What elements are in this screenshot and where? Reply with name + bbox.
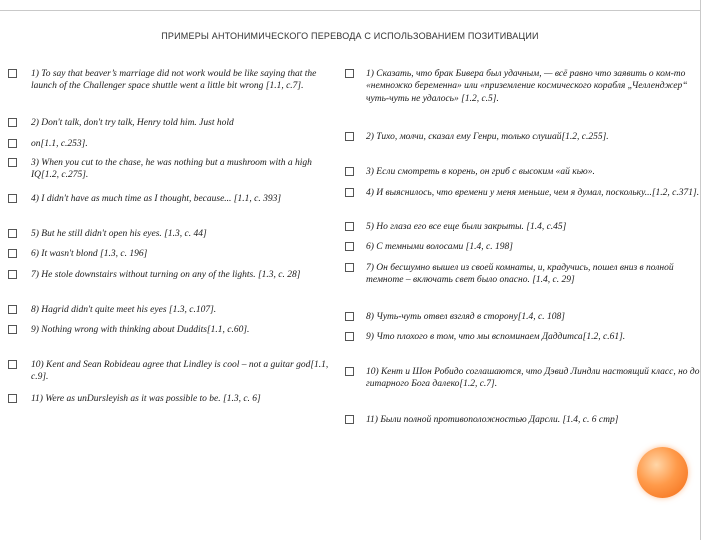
square-bullet-icon [8,194,17,203]
translation-text: 10) Кент и Шон Робидо соглашаются, что Дэвид Линдли настоящий класс, но до гитарного Бога далеко[1.2, с.7]. [366,367,700,390]
square-bullet-icon [8,305,17,314]
example-text: 5) But he still didn't open his eyes. [1.3, c. 44] [31,229,207,239]
square-bullet-icon [8,360,17,369]
orange-circle-decoration [637,447,688,498]
square-bullet-icon [8,158,17,167]
example-text: 1) To say that beaver’s marriage did not work would be like saying that the launch of the Challenger space shuttle went a little bit wrong [1.1, c.7]. [31,69,317,92]
square-bullet-icon [345,188,354,197]
square-bullet-icon [345,312,354,321]
square-bullet-icon [345,242,354,251]
square-bullet-icon [8,270,17,279]
square-bullet-icon [8,139,17,148]
example-text: 10) Kent and Sean Robideau agree that Lindley is cool – not a guitar god[1.1, c.9]. [31,360,329,383]
square-bullet-icon [8,118,17,127]
slide-title: ПРИМЕРЫ АНТОНИМИЧЕСКОГО ПЕРЕВОДА С ИСПОЛЬЗОВАНИЕМ ПОЗИТИВАЦИИ [161,31,539,41]
top-divider [0,10,700,11]
square-bullet-icon [345,222,354,231]
example-text: 8) Hagrid didn't quite meet his eyes [1.3, c.107]. [31,305,217,315]
example-text: 3) When you cut to the chase, he was nothing but a mushroom with a high IQ[1.2, c.275]. [31,158,312,181]
translation-text: 8) Чуть-чуть отвел взгляд в сторону[1.4, с. 108] [366,312,565,322]
translation-text: 4) И выяснилось, что времени у меня меньше, чем я думал, поскольку...[1.2, с.371]. [366,188,700,198]
square-bullet-icon [8,229,17,238]
example-text: 2) Don't talk, don't try talk, Henry told him. Just hold [31,118,234,128]
translation-text: 3) Если смотреть в корень, он гриб с высоким «ай кью». [366,167,595,177]
translation-text: 9) Что плохого в том, что мы вспоминаем Даддитса[1.2, с.61]. [366,332,626,342]
square-bullet-icon [8,249,17,258]
example-text: on[1.1, c.253]. [31,139,88,149]
square-bullet-icon [345,69,354,78]
translation-text: 2) Тихо, молчи, сказал ему Генри, только слушай[1.2, с.255]. [366,132,609,142]
example-text: 4) I didn't have as much time as I thought, because... [1.1, c. 393] [31,194,282,204]
square-bullet-icon [345,367,354,376]
square-bullet-icon [345,263,354,272]
translation-text: 6) С темными волосами [1.4, с. 198] [366,242,513,252]
example-text: 6) It wasn't blond [1.3, c. 196] [31,249,148,259]
square-bullet-icon [8,394,17,403]
square-bullet-icon [345,332,354,341]
translation-text: 5) Но глаза его все еще были закрыты. [1.4, с.45] [366,222,567,232]
translation-text: 7) Он бесшумно вышел из своей комнаты, и, крадучись, пошел вниз в полной темноте – включать свет было опасно. [1.4, с. 29] [366,263,674,286]
square-bullet-icon [345,415,354,424]
square-bullet-icon [8,325,17,334]
translation-text: 11) Были полной противоположностью Дарсли. [1.4, с. 6 стр] [366,415,619,425]
example-text: 9) Nothing wrong with thinking about Duddits[1.1, c.60]. [31,325,250,335]
square-bullet-icon [8,69,17,78]
translation-text: 1) Сказать, что брак Бивера был удачным, — всё равно что заявить о ком-то «немножко беременна» или «приземление космического корабля „Челленджер“ чуть-чуть не удалось» [1.2, с.5]. [366,69,688,104]
square-bullet-icon [345,167,354,176]
example-text: 11) Were as unDursleyish as it was possible to be. [1.3, c. 6] [31,394,261,404]
example-text: 7) He stole downstairs without turning on any of the lights. [1.3, c. 28] [31,270,301,280]
square-bullet-icon [345,132,354,141]
